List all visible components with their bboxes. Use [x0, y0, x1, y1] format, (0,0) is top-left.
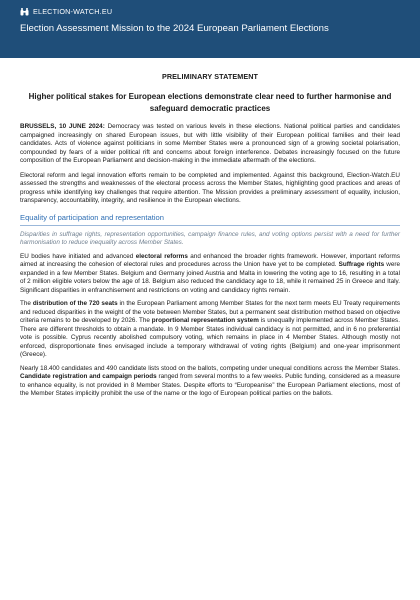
mission-title: Election Assessment Mission to the 2024 European Parliament Elections	[20, 23, 329, 34]
brand	[20, 7, 112, 16]
context-paragraph: Electoral reform and legal innovation efforts remain to be completed and implemented. Against this background, Election-Watch.EU assessed the strengths and weaknesses of the electoral process across the Member States, highlighting good practices and areas of progress while identifying key challenges that require attention. The Mission provides a preliminary assessment of equality, inclusion, transparency, accountability, integrity, and resilience in the European elections.	[20, 171, 400, 204]
document-body	[0, 72, 420, 399]
text-run: The	[20, 300, 33, 307]
reforms-paragraph	[20, 253, 400, 296]
section-summary: Disparities in suffrage rights, representation opportunities, campaign finance rules, and voting options persist with a need for further harmonisation to reduce inequality across Member States.	[20, 230, 400, 246]
headline: Higher political stakes for European elections demonstrate clear need to further harmonise and safeguard democratic practices	[28, 92, 392, 113]
bold-term: distribution of the 720 seats	[32, 300, 118, 307]
text-run: and enhanced the broader rights framework. However, important reforms aimed at increasing the cohesion of electoral rules and procedures across the Union have yet to be completed.	[20, 252, 400, 268]
text-run: ranged from several months to a few weeks. Public funding, considered as a measure to enhance equality, is not provided in 8 Member States. Despite efforts to “Europeanise” the European Parliament elections, most of the Member States implicitly prohibit the use of the name or the logo of European political parties on the ballots.	[20, 373, 400, 397]
section-title: Equality of participation and representation	[20, 213, 400, 226]
binoculars-icon	[20, 8, 29, 16]
statement-label: PRELIMINARY STATEMENT	[161, 72, 259, 81]
text-run: Nearly 18.400 candidates and 490 candidate lists stood on the ballots, competing under unequal conditions across the Member States.	[20, 364, 400, 372]
seats-paragraph	[20, 300, 400, 360]
bold-term: proportional representation system	[151, 317, 259, 324]
bold-term: Suffrage rights	[338, 261, 385, 268]
intro-paragraph	[20, 123, 400, 166]
dateline: BRUSSELS, 10 JUNE 2024:	[20, 123, 105, 130]
text-run: is unequally implemented across Member States. There are different thresholds to obtain a mandate. In 9 Member States individual candidacy is not permitted, and in 6 no preferential vote is possible. Cyprus recently abolished compulsory voting, which remains in place in 4 Member States. Although mostly not enforced, disproportionate fines envisaged include a temporary withdrawal of voting rights (Belgium) and one-year imprisonment (Greece).	[20, 317, 400, 358]
page-header	[0, 0, 420, 58]
intro-text: Democracy was tested on various levels in these elections. National political parties and candidates campaigned increasingly on shared European issues, but with little visibility of their European political families and their lead candidates. Acts of violence against politicians in some Member States were a pronounced sign of a growing societal polarisation, compounded by fears of a wider political rift and concerns about foreign interference. Debates increasingly focused on the future composition of the European Parliament and decision-making in the immediate aftermath of the elections.	[20, 123, 400, 164]
bold-term: electoral reforms	[135, 252, 188, 260]
brand-name: ELECTION-WATCH.EU	[33, 7, 113, 16]
candidates-paragraph	[20, 365, 400, 399]
text-run: were expanded in a few Member States. Belgium and Germany joined Austria and Malta in lowering the voting age to 16, resulting in a total of 2 million eligible voters below the age of 18. Belgium also reduced the candidacy age to 18, while it remained 25 in Greece and Italy. Significant disparities in enfranchisement and restrictions on voting and candidacy rights remain.	[20, 261, 400, 294]
bold-term: Candidate registration and campaign periods	[20, 373, 157, 380]
text-run: in the European Parliament among Member States for the next term meets EU Treaty requirements and reduced disparities in the weight of the vote between Member States, but a permanent seat distribution method based on objective criteria remains to be developed by 2026. The	[20, 300, 401, 324]
text-run: EU bodies have initiated and advanced	[20, 252, 136, 260]
